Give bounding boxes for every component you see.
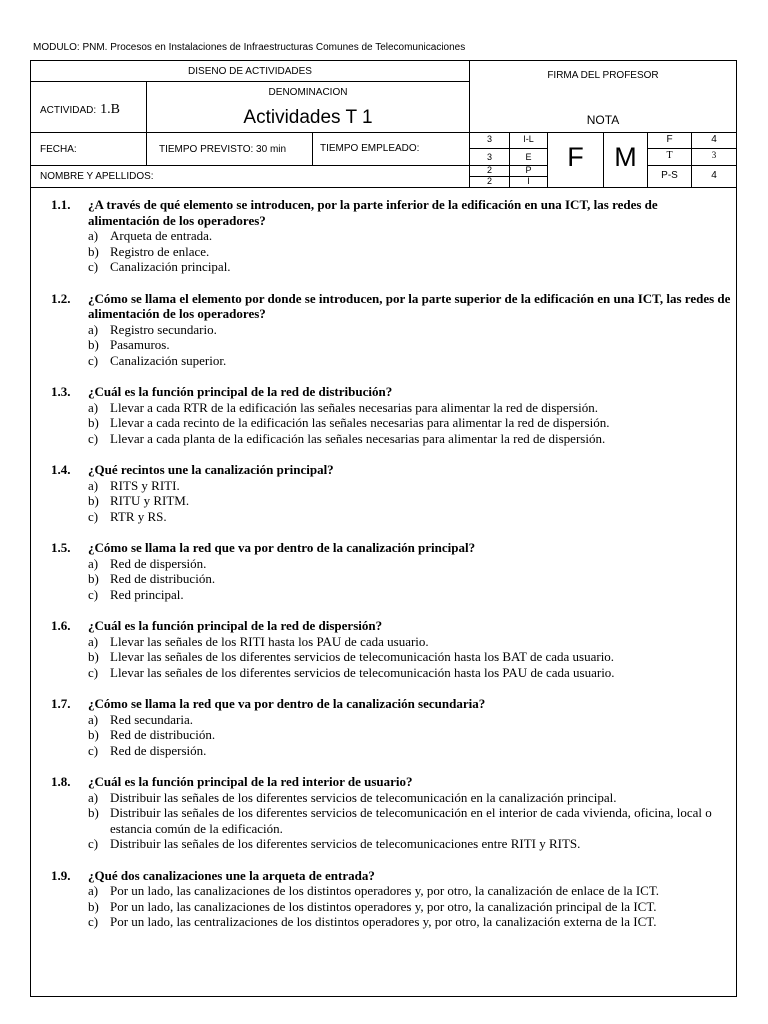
option-letter: b): [88, 493, 99, 509]
answer-option: [88, 400, 731, 416]
answer-option: [88, 509, 731, 525]
option-text: RTR y RS.: [110, 508, 167, 524]
grade-cell: T: [666, 150, 673, 161]
option-letter: c): [88, 836, 99, 852]
question-block: [51, 540, 731, 602]
answer-option: [88, 337, 731, 353]
option-text: RITU y RITM.: [110, 493, 190, 509]
answer-option: [88, 883, 731, 899]
option-text: Distribuir las señales de los diferentes servicios de telecomunicación en la canalización principal.: [110, 789, 617, 805]
denomination-value: Actividades T 1: [243, 107, 373, 128]
question-text: ¿Qué dos canalizaciones une la arqueta de entrada?: [88, 867, 375, 883]
question-number: 1.3.: [51, 384, 71, 400]
option-text: Red principal.: [110, 586, 184, 602]
date-label: FECHA:: [40, 144, 77, 155]
answer-option: [88, 587, 731, 603]
option-text: Red de distribución.: [110, 727, 216, 743]
question-heading: [51, 197, 731, 228]
question-number: 1.2.: [51, 290, 71, 306]
option-text: Por un lado, las centralizaciones de los distintos operadores y, por otro, la canalización externa de la ICT.: [110, 914, 657, 930]
question-heading: [51, 618, 731, 634]
option-letter: a): [88, 555, 99, 571]
answer-option: [88, 805, 731, 836]
answer-option: [88, 353, 731, 369]
answer-option: [88, 914, 731, 930]
option-text: Registro de enlace.: [110, 243, 210, 259]
option-letter: b): [88, 415, 99, 431]
question-heading: [51, 774, 731, 790]
question-text: ¿Qué recintos une la canalización principal?: [88, 462, 334, 478]
option-letter: a): [88, 399, 99, 415]
option-letter: c): [88, 742, 99, 758]
option-letter: a): [88, 321, 99, 337]
option-text: Llevar a cada recinto de la edificación las señales necesarias para alimentar la red de dispersión.: [110, 415, 610, 431]
question-heading: [51, 540, 731, 556]
question-list: [51, 197, 731, 946]
question-text: ¿Cómo se llama la red que va por dentro de la canalización secundaria?: [88, 696, 486, 711]
option-text: Canalización superior.: [110, 352, 227, 368]
option-text: Arqueta de entrada.: [110, 228, 213, 244]
answer-option: [88, 259, 731, 275]
option-text: Llevar las señales de los diferentes servicios de telecomunicación hasta los PAU de cada usuario.: [110, 664, 615, 680]
option-text: Pasamuros.: [110, 337, 170, 353]
answer-option: [88, 556, 731, 572]
option-letter: b): [88, 337, 99, 353]
grade-cell: 2: [486, 176, 492, 186]
question-block: [51, 197, 731, 275]
answer-option: [88, 493, 731, 509]
option-text: Red de distribución.: [110, 571, 216, 587]
option-letter: b): [88, 243, 99, 259]
question-heading: [51, 384, 731, 400]
answer-option: [88, 727, 731, 743]
question-heading: [51, 868, 731, 884]
answer-option: [88, 665, 731, 681]
question-block: [51, 868, 731, 930]
option-text: Por un lado, las canalizaciones de los distintos operadores y, por otro, la canalización principal de la ICT.: [110, 898, 657, 914]
grade-cell: E: [525, 152, 532, 162]
option-letter: b): [88, 571, 99, 587]
option-text: Llevar las señales de los RITI hasta los PAU de cada usuario.: [110, 633, 429, 649]
activity-field: [40, 100, 120, 118]
grade-cell: 2: [486, 165, 492, 175]
answer-option: [88, 743, 731, 759]
grade-cell: 3: [486, 134, 492, 144]
question-number: 1.8.: [51, 773, 71, 789]
question-heading: [51, 696, 731, 712]
option-letter: a): [88, 633, 99, 649]
question-heading: [51, 291, 731, 322]
option-letter: a): [88, 477, 99, 493]
option-letter: c): [88, 508, 99, 524]
module-title: MODULO: PNM. Procesos en Instalaciones de Infraestructuras Comunes de Telecomunicaciones: [33, 42, 466, 53]
grade-cell: 4: [711, 170, 717, 181]
question-block: [51, 291, 731, 369]
grade-cell: I: [527, 176, 530, 186]
question-text: ¿Cuál es la función principal de la red de dispersión?: [88, 618, 383, 634]
answer-option: [88, 836, 731, 852]
big-m-letter: M: [614, 142, 637, 172]
time-spent-label: TIEMPO EMPLEADO:: [320, 143, 420, 154]
option-letter: a): [88, 883, 99, 899]
grade-label: NOTA: [586, 113, 620, 127]
grade-cell: P-S: [661, 170, 678, 181]
option-letter: b): [88, 805, 99, 821]
option-text: Red secundaria.: [110, 711, 194, 727]
option-text: Red de dispersión.: [110, 555, 207, 571]
option-text: Llevar las señales de los diferentes servicios de telecomunicación hasta los BAT de cada usuario.: [110, 649, 615, 665]
question-block: [51, 384, 731, 446]
question-text: ¿Cómo se llama la red que va por dentro de la canalización principal?: [88, 540, 476, 556]
question-number: 1.5.: [51, 540, 71, 556]
big-f-letter: F: [567, 142, 584, 172]
option-text: Canalización principal.: [110, 259, 231, 275]
teacher-signature-label: FIRMA DEL PROFESOR: [547, 70, 659, 81]
grade-cell: 3: [486, 152, 492, 162]
option-letter: c): [88, 352, 99, 368]
question-block: [51, 696, 731, 758]
option-letter: b): [88, 898, 99, 914]
option-letter: a): [88, 711, 99, 727]
option-letter: c): [88, 914, 99, 930]
option-letter: b): [88, 727, 99, 743]
answer-option: [88, 244, 731, 260]
option-letter: c): [88, 259, 99, 275]
grade-cell: F: [666, 134, 673, 145]
question-number: 1.1.: [51, 197, 71, 212]
question-text: ¿Cuál es la función principal de la red interior de usuario?: [88, 773, 413, 789]
denomination-label: DENOMINACION: [268, 87, 348, 98]
option-text: Llevar a cada planta de la edificación las señales necesarias para alimentar la red de dispersión.: [110, 430, 606, 446]
full-name-label: NOMBRE Y APELLIDOS:: [40, 171, 154, 182]
answer-option: [88, 649, 731, 665]
worksheet-frame: [30, 60, 737, 997]
question-number: 1.9.: [51, 867, 71, 883]
question-text: ¿Cuál es la función principal de la red de distribución?: [88, 384, 393, 400]
answer-option: [88, 431, 731, 447]
grade-cell: 3: [711, 150, 717, 160]
option-text: Distribuir las señales de los diferentes servicios de telecomunicación en el interior de cada vivienda, oficina, local o estancia común de la edificación.: [110, 805, 712, 836]
answer-option: [88, 415, 731, 431]
option-text: Distribuir las señales de los diferentes servicios de telecomunicaciones entre RITI y RITS.: [110, 836, 581, 852]
activity-value: 1.B: [100, 102, 120, 117]
grade-cell: 4: [711, 134, 717, 145]
option-letter: c): [88, 430, 99, 446]
planned-time-label: TIEMPO PREVISTO: 30 min: [159, 144, 287, 155]
grade-cell: P: [525, 165, 532, 175]
answer-option: [88, 478, 731, 494]
option-text: RITS y RITI.: [110, 477, 180, 493]
question-block: [51, 462, 731, 524]
question-number: 1.4.: [51, 462, 71, 478]
grade-cell: I-L: [523, 134, 534, 144]
question-number: 1.7.: [51, 696, 71, 711]
option-letter: c): [88, 586, 99, 602]
design-activities-label: DISENO DE ACTIVIDADES: [188, 66, 312, 77]
answer-option: [88, 899, 731, 915]
answer-option: [88, 634, 731, 650]
answer-option: [88, 790, 731, 806]
question-heading: [51, 462, 731, 478]
option-letter: a): [88, 789, 99, 805]
answer-option: [88, 571, 731, 587]
option-letter: b): [88, 649, 99, 665]
question-text: ¿Cómo se llama el elemento por donde se introducen, por la parte superior de la edificación en una ICT, las redes de alimentación de los operadores?: [88, 290, 731, 322]
question-block: [51, 774, 731, 852]
option-text: Por un lado, las canalizaciones de los distintos operadores y, por otro, la canalización de enlace de la ICT.: [110, 883, 660, 899]
option-text: Red de dispersión.: [110, 742, 207, 758]
option-letter: a): [88, 228, 99, 244]
option-text: Registro secundario.: [110, 321, 217, 337]
answer-option: [88, 712, 731, 728]
option-letter: c): [88, 664, 99, 680]
question-number: 1.6.: [51, 618, 71, 634]
question-text: ¿A través de qué elemento se introducen, por la parte inferior de la edificación en una ICT, las redes de alimentación de los operadores?: [88, 197, 658, 228]
question-block: [51, 618, 731, 680]
activity-label: ACTIVIDAD:: [40, 105, 97, 116]
answer-option: [88, 228, 731, 244]
option-text: Llevar a cada RTR de la edificación las señales necesarias para alimentar la red de dispersión.: [110, 399, 598, 415]
answer-option: [88, 322, 731, 338]
